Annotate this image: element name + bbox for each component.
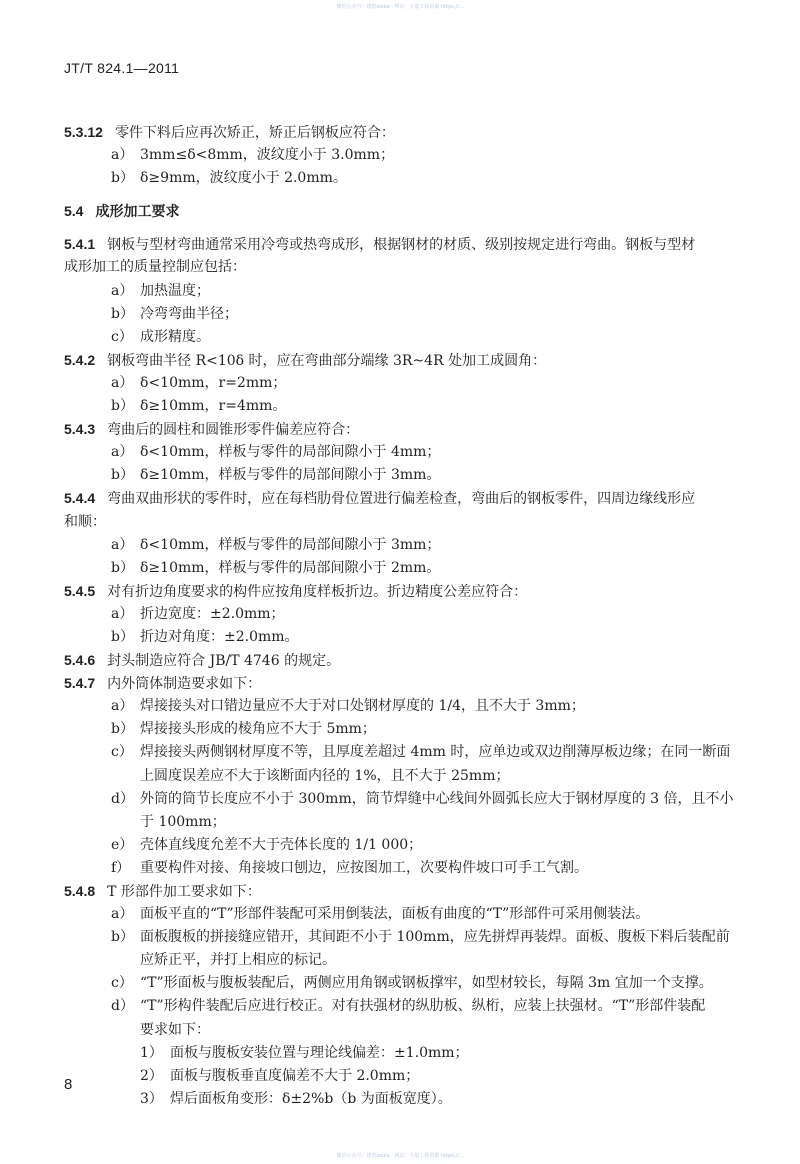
item-label: a） [111,698,134,715]
text: 焊接接头对口错边量应不大于对口处钢材厚度的 1/4，且不大于 3mm； [140,698,585,715]
item-label: a） [111,147,134,164]
text: 弯曲双曲形状的零件时，应在每档肋骨位置进行偏差检查，弯曲后的钢板零件，四周边缘线形应 [107,491,696,508]
item-label: 2） [140,1067,163,1084]
clause-number: 5.4.4 [64,490,96,507]
clause [64,487,774,510]
text: 内外筒体制造要求如下： [107,676,262,693]
list-item [64,765,774,788]
text: 折边对角度：±2.0mm。 [140,628,299,645]
item-label: c） [111,744,133,761]
item-label: b） [111,305,134,322]
list-item [64,395,774,418]
clause-number: 5.4 [64,203,84,220]
list-item [64,834,774,857]
list-item [64,372,774,395]
text: 成形精度。 [140,328,210,345]
item-label: b） [111,559,134,576]
list-item [64,280,774,303]
list-item [64,464,774,487]
text: 焊接接头形成的棱角应不大于 5mm； [140,721,376,738]
list-item [64,326,774,349]
item-label: a） [111,374,134,391]
text: 钢板与型材弯曲通常采用冷弯或热弯成形，根据钢材的材质、级别按规定进行弯曲。钢板与型材 [107,237,696,254]
item-label: a） [111,536,134,553]
clause [64,418,774,441]
page-number: 8 [64,1076,73,1093]
list-item [64,1065,774,1088]
document-body [64,121,774,1111]
item-label: c） [111,328,133,345]
item-label: d） [111,998,134,1015]
text: 成形加工的质量控制应包括： [64,259,246,276]
text: 冷弯弯曲半径； [140,305,238,322]
text: δ≥10mm，样板与零件的局部间隙小于 3mm。 [140,467,441,484]
clause [64,233,774,256]
text: δ≥10mm，样板与零件的局部间隙小于 2mm。 [140,559,441,576]
text: 要求如下： [140,1021,210,1038]
text: 3mm≤δ<8mm，波纹度小于 3.0mm； [140,147,395,164]
text: 于 100mm； [140,813,226,830]
item-label: a） [111,444,134,461]
clause-number: 5.4.5 [64,582,96,599]
list-item [64,695,774,718]
list-item [64,718,774,741]
watermark-top: 微信公众号：建筑soula · 网站：大量工程资源 https://... [336,4,464,10]
text: 折边宽度：±2.0mm； [140,605,285,622]
document-header: JT/T 824.1—2011 [64,60,180,76]
list-item [64,256,774,279]
list-item [64,903,774,926]
clause [64,880,774,903]
text: δ≥10mm，r=4mm。 [140,398,287,415]
list-item [64,144,774,167]
item-label: 1） [140,1044,163,1061]
list-item [64,1042,774,1065]
text: 面板平直的“T”形部件装配可采用倒装法，面板有曲度的“T”形部件可采用侧装法。 [140,906,650,923]
text: 重要构件对接、角接坡口刨边，应按图加工，次要构件坡口可手工气割。 [140,859,588,876]
text: 和顺： [64,513,106,530]
text: 面板与腹板垂直度偏差不大于 2.0mm； [170,1067,420,1084]
list-item [64,741,774,764]
list-item [64,511,774,534]
item-label: c） [111,975,133,992]
list-item [64,995,774,1018]
item-label: a） [111,605,134,622]
list-item [64,603,774,626]
item-label: b） [111,721,134,738]
text: 弯曲后的圆柱和圆锥形零件偏差应符合： [107,422,360,439]
text: 零件下料后应再次矫正，矫正后钢板应符合： [114,125,395,141]
list-item [64,626,774,649]
list-item [64,857,774,880]
text: 成形加工要求 [95,203,180,220]
item-label: d） [111,790,134,807]
item-label: a） [111,906,134,923]
clause-number: 5.4.6 [64,652,96,669]
item-label: e） [111,836,134,853]
text: T 形部件加工要求如下： [107,884,261,900]
text: 钢板弯曲半径 R<10δ 时，应在弯曲部分端缘 3R~4R 处加工成圆角： [107,352,547,369]
text: 应矫正平，并打上相应的标记。 [140,952,336,969]
watermark-bottom: 微信公众号：建筑soula · 网站：大量工程资源 https://... [336,1153,464,1159]
list-item [64,303,774,326]
text: δ<10mm，样板与零件的局部间隙小于 4mm； [140,444,441,461]
text: 外筒的筒节长度应不小于 300mm，筒节焊缝中心线间外圆弧长应大于钢材厚度的 3 倍，且不小 [140,790,734,807]
clause-number: 5.4.8 [64,883,96,899]
list-item [64,811,774,834]
list-item [64,1019,774,1042]
text: 加热温度； [140,282,210,299]
text: 焊后面板角变形：δ±2%b（b 为面板宽度）。 [170,1090,452,1107]
list-item [64,972,774,995]
list-item [64,926,774,949]
text: 封头制造应符合 JB/T 4746 的规定。 [107,653,341,670]
list-item [64,1088,774,1111]
text: 上圆度误差应不大于该断面内径的 1%，且不大于 25mm； [140,767,510,784]
text: 面板与腹板安装位置与理论线偏差：±1.0mm； [170,1044,469,1061]
text: 对有折边角度要求的构件应按角度样板折边。折边精度公差应符合： [107,583,528,600]
clause [64,121,774,144]
text: “T”形构件装配后应进行校正。对有扶强材的纵肋板、纵桁，应装上扶强材。“T”形部件装配 [140,998,706,1015]
section-heading [64,200,774,223]
text: “T”形面板与腹板装配后，两侧应用角钢或钢板撑牢，如型材较长，每隔 3m 宜加一个支撑。 [140,975,713,992]
text: 面板腹板的拼接缝应错开，其间距不小于 100mm，应先拼焊再装焊。面板、腹板下料后装配前 [140,929,730,946]
item-label: b） [111,398,134,415]
clause [64,672,774,695]
text: δ≥9mm，波纹度小于 2.0mm。 [140,170,347,187]
clause-number: 5.4.1 [64,236,96,253]
clause-number: 5.3.12 [64,124,103,140]
item-label: b） [111,467,134,484]
item-label: f） [111,859,131,876]
item-label: 3） [140,1090,163,1107]
clause [64,349,774,372]
text: δ<10mm，r=2mm； [140,374,287,391]
text: 壳体直线度允差不大于壳体长度的 1/1 000； [140,836,423,853]
list-item [64,167,774,190]
clause-number: 5.4.3 [64,421,96,438]
list-item [64,949,774,972]
clause-number: 5.4.7 [64,675,96,692]
clause [64,580,774,603]
list-item [64,557,774,580]
text: 焊接接头两侧钢材厚度不等，且厚度差超过 4mm 时，应单边或双边削薄厚板边缘；在同一断面 [140,744,731,761]
list-item [64,441,774,464]
list-item [64,534,774,557]
clause-number: 5.4.2 [64,351,96,368]
clause [64,649,774,672]
item-label: b） [111,929,134,946]
item-label: b） [111,170,134,187]
text: δ<10mm，样板与零件的局部间隙小于 3mm； [140,536,441,553]
item-label: b） [111,628,134,645]
list-item [64,788,774,811]
item-label: a） [111,282,134,299]
